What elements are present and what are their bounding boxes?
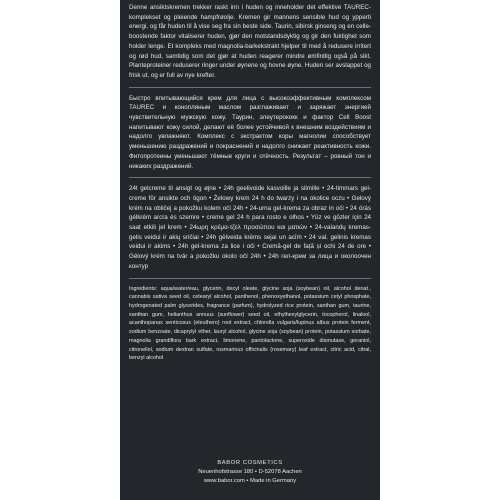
company-address: Neuenhofstrasse 180 • D-52078 Aachen — [198, 469, 302, 475]
company-website: www.babor.com • Made in Germany — [203, 478, 297, 484]
section-divider — [129, 278, 371, 279]
russian-description: Быстро впитывающийся крем для лица с высокоэффективным комплексом TAUREC и конопляным маслом разглаживает и заряжает энергией чувствительную мужскую кожу. Таурин, элеутерококк и фактор Cell Boost напитывают кожу силой, делают её более устойчивой к внешним воздействиям и надолго увлажняют. Комплекс с экстрактом коры магнолии способствует уменьшению раздражений и покраснений и надолго снижает реактивность кожи. Фитопротеины уменьшают тёмные круги и отёчность. Результат – ровный тон и никаких раздражений. — [129, 94, 371, 170]
manufacturer-footer — [120, 459, 380, 486]
ingredients-list: Ingredients: aqua/water/eau, glycerin, decyl oleate, glycine soja (soybean) oil, alcohol denat., cannabis sativa seed oil, cetearyl alcohol, panthenol, phenoxyethanol, potassium cetyl phosphate, hydrogenated palm glycerides, fragrance (parfum), hydrolyzed rice protein, xanthan gum, taurine, xanthan gum, helianthus annuus (sunflower) seed oil, ethylhexylglycerin, tocopherol, linalool, acanthopanax senticosus (eleuthero) root extract, chlorella vulgaris/lupinus albus protein ferment, sodium benzoate, dicaprylyl ether, lauryl alcohol, glycine soja (soybean) protein, potassium sorbate, magnolia grandiflora bark extract, limonene, pantolactone, superoxide dismutase, geraniol, citronellol, sodium dextran sulfate, rosmarinus officinalis (rosemary) leaf extract, citric acid, citral, benzyl alcohol — [129, 285, 371, 362]
product-label-panel — [120, 0, 380, 500]
section-divider — [129, 87, 371, 88]
company-name: BABOR COSMETICS — [217, 460, 283, 466]
norwegian-description: Denne ansiktskremen trekker raskt inn i huden og inneholder det effektive TAUREC-komplekset og pleiende hampfrøolje. Kremen gir mannens sensible hud og ypperti energi, og får huden til å vise seg fra sin beste side. Taurin, sibirsk ginseng og en celle-boostende faktor vitaliserer huden, gjør den motstandsdyktig og gir den fuktighet som holder lenge. Et kompleks med magnolia-barkekstrakt hjelper til med å redusere irritert og rød hud, samtidig som det gjør at huden reagerer mindre ømfintlig også på sikt. Planteproteiner reduserer ringer under øynene og hovne øyne. Huden ser avslappet og frisk ut, og er full av nye krefter. — [129, 4, 371, 79]
section-divider — [129, 177, 371, 178]
multilingual-product-names: 24t gelcreme til ansigt og øjne • 24h geelivoide kasvoille ja silmille • 24-timmars gel-creme för ansikte och ögon • Żelowy krem 24 h do twarzy i na okolice oczu • Gelový krém na obličej a pokožku kolem očí 24h • 24-urna gel-krema za obraz in oči • 24 órás gélkrém arcra és szemre • creme gel 24 h para rosto e olhos • Yüz ve gözler için 24 saat etkili jel krem • 24ωρη κρέμα-τζελ προσώπου και ματιών • 24-valandų kremas-gelis veidui ir akių sričiai • 24h gēlveida krēms sejai un acīm • 24 val. gelinis kremas veidui ir akims • 24h gel-krema za lice i oči • Cremă-gel de față și ochi 24 de ore • Gélový krém na tvár a pokožku okolo očí 24h • 24h гел-крем за лица и околоочен контур — [129, 185, 371, 270]
